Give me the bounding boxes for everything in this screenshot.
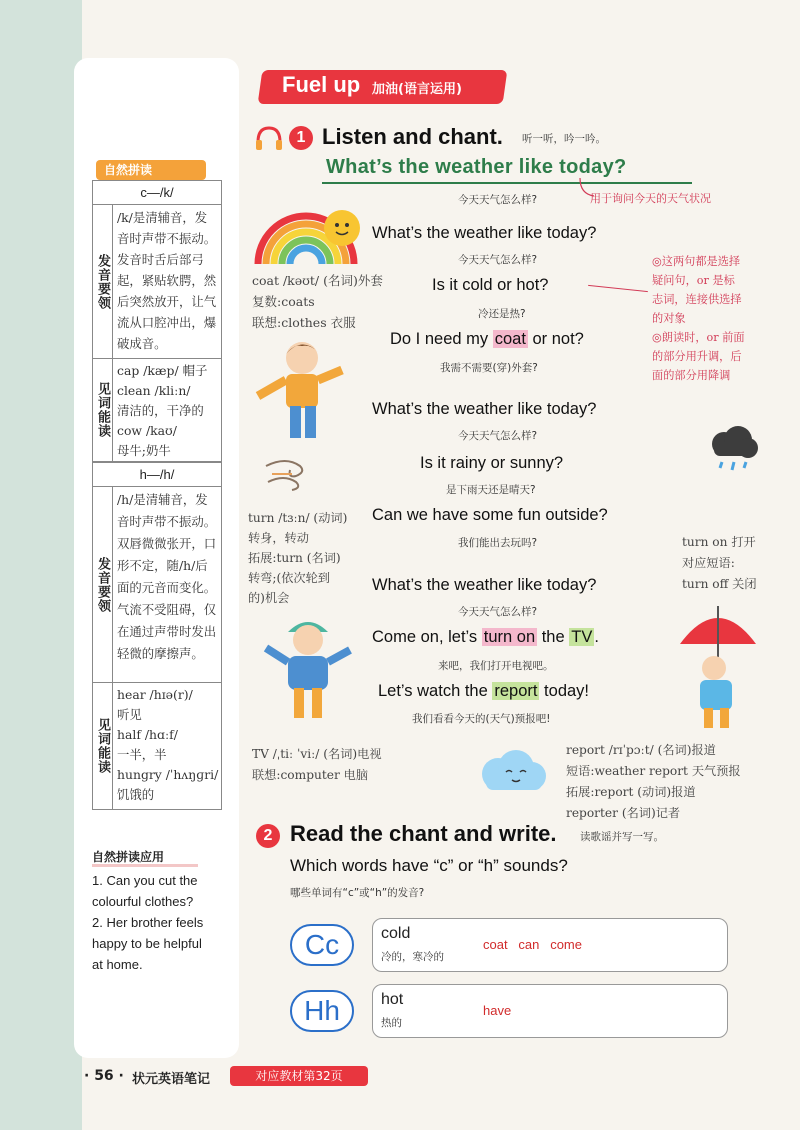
- chant-line-3-pre: Do I need my: [390, 330, 493, 348]
- word-line: half /hɑːf/: [117, 727, 178, 742]
- word-line: clean /kliːn/: [117, 383, 191, 398]
- example-cn-c: 冷的，寒冷的: [381, 951, 444, 963]
- section2-instruction: 读歌谣并写一写。: [580, 831, 664, 843]
- phonics-apply-title: 自然拼读应用: [92, 850, 165, 864]
- h-words-row: [93, 683, 221, 809]
- example-word-c: cold: [381, 925, 411, 942]
- c-rule-row: [93, 205, 221, 359]
- word-line: cap /kæp/ 帽子: [117, 363, 208, 378]
- h-words: [115, 683, 221, 807]
- section2-title: Read the chant and write.: [290, 821, 557, 846]
- note-line: turn /tɜːn/ (动词): [248, 511, 348, 525]
- chant-line-3-post: or not?: [527, 330, 584, 348]
- section2-question-cn: 哪些单词有“c”或“h”的发音?: [290, 887, 425, 899]
- headphones-icon: [254, 124, 284, 152]
- phrase-turn-on: turn on: [483, 628, 536, 646]
- note-line: ◎朗读时，or 前面: [652, 331, 745, 344]
- h-sound-table: [92, 462, 222, 810]
- chant-cn-5: 是下雨天还是晴天?: [446, 484, 536, 496]
- chant-heading: What’s the weather like today?: [326, 156, 627, 178]
- banner-title: Fuel up: [282, 72, 361, 97]
- chant-cn-3: 我需不需要(穿)外套?: [440, 362, 538, 374]
- note-line: 拓展:turn (名词): [248, 551, 341, 565]
- chant-line-2: Is it cold or hot?: [432, 276, 549, 294]
- word-line: cow /kaʊ/: [117, 423, 177, 438]
- note-line: 联想:computer 电脑: [252, 768, 369, 782]
- chant-cn-7: 今天天气怎么样?: [458, 606, 538, 618]
- section1-instruction: 听一听，吟一吟。: [522, 133, 606, 145]
- chant-line-8-mid: the: [537, 628, 570, 646]
- section2-question: Which words have “c” or “h” sounds?: [290, 856, 568, 875]
- c-sound-head: c—/k/: [93, 181, 221, 205]
- chant-line-6: Can we have some fun outside?: [372, 506, 608, 524]
- wind-icon: [262, 452, 310, 498]
- rainbow-sun-illustration: [250, 198, 370, 268]
- h-rule-row: [93, 487, 221, 683]
- note-line: 转弯;(依次轮到: [248, 571, 330, 585]
- c-rule-text: /k/是清辅音，发音时声带不振动。发音时舌后部弓起，紧贴软腭，然后突然放开，让气流从口腔冲出，爆破成音。: [117, 210, 217, 351]
- apply-line: happy to be helpful: [92, 936, 202, 951]
- note-turn-on: [682, 532, 757, 595]
- book-title: 状元英语笔记: [132, 1072, 211, 1087]
- note-coat: [252, 270, 383, 333]
- note-report: [566, 740, 741, 824]
- note-line: ◎这两句都是选择: [652, 255, 741, 268]
- write-box-c: [372, 918, 728, 972]
- word-line: 饥饿的: [117, 787, 155, 802]
- note-line: turn off 关闭: [682, 577, 757, 591]
- note-turn: [248, 508, 347, 608]
- note-tv: [252, 744, 382, 786]
- note-line: 的)机会: [248, 591, 290, 605]
- chant-line-5: Is it rainy or sunny?: [420, 454, 564, 472]
- note-line: 疑问句，or 是标: [652, 274, 735, 287]
- arrow-icon: [576, 176, 596, 202]
- section1-title: Listen and chant.: [322, 124, 503, 149]
- c-sound-table: [92, 180, 222, 462]
- heading-cn: 今天天气怎么样?: [458, 194, 538, 206]
- note-line: 拓展:report (动词)报道: [566, 785, 696, 799]
- note-line: reporter (名词)记者: [566, 806, 681, 820]
- h-sound-head: h—/h/: [93, 463, 221, 487]
- chant-line-1: What’s the weather like today?: [372, 224, 597, 242]
- chant-cn-9: 我们看看今天的(天气)预报吧!: [412, 713, 551, 725]
- h-rule-text: /h/是清辅音，发音时声带不振动。双唇微微张开，口形不定，随/h/后面的元音而变化。气流不受阻碍，仅在通过声带时发出轻微的摩擦声。: [117, 492, 217, 661]
- note-line: 的部分用升调，后: [652, 350, 742, 363]
- letter-hh-badge: Hh: [290, 990, 354, 1032]
- word-tv: TV: [571, 628, 593, 646]
- chant-line-9: [378, 682, 589, 701]
- c-words-label: 见词能读: [93, 359, 113, 461]
- answer-h[interactable]: have: [483, 1003, 512, 1018]
- word-report: report: [494, 682, 538, 700]
- chant-line-9-pre: Let’s watch the: [378, 682, 493, 700]
- c-words: [115, 359, 221, 463]
- note-coat-line: 联想:clothes 衣服: [252, 315, 356, 330]
- chant-cn-2: 冷还是热?: [478, 308, 526, 320]
- chant-line-8: [372, 628, 599, 647]
- example-cn-h: 热的: [381, 1017, 402, 1029]
- rain-cloud-icon: [704, 422, 760, 478]
- word-line: 一半，半: [117, 747, 167, 762]
- phonics-apply-text: [92, 870, 228, 975]
- apply-line: 1. Can you cut the: [92, 873, 198, 888]
- note-coat-line: 复数:coats: [252, 294, 315, 309]
- c-words-row: [93, 359, 221, 461]
- note-line: 短语:weather report 天气预报: [566, 764, 741, 778]
- example-word-h: hot: [381, 991, 404, 1008]
- note-line: 转身，转动: [248, 531, 309, 545]
- girl-in-hat-illustration: [260, 612, 356, 730]
- note-line: 志词，连接供选择: [652, 293, 742, 306]
- page-edge: [0, 0, 82, 1130]
- word-line: 清洁的，干净的: [117, 403, 204, 418]
- c-rule-label: 发音要领: [93, 205, 113, 358]
- chant-line-8-post: .: [594, 628, 599, 646]
- chant-cn-8: 来吧，我们打开电视吧。: [438, 660, 554, 672]
- word-line: 听见: [117, 707, 142, 722]
- chant-cn-1: 今天天气怎么样?: [458, 254, 538, 266]
- h-rule-label: 发音要领: [93, 487, 113, 682]
- note-coat-line: coat /kəʊt/ (名词)外套: [252, 273, 383, 288]
- chant-line-3: [390, 330, 584, 349]
- note-choice-question: [652, 252, 745, 385]
- note-line: turn on 打开: [682, 535, 756, 549]
- note-line: 的对象: [652, 312, 686, 325]
- apply-line: at home.: [92, 957, 143, 972]
- banner-subtitle: 加油(语言运用): [372, 82, 462, 97]
- note-line: TV /ˌtiː ˈviː/ (名词)电视: [252, 747, 382, 761]
- apply-line: 2. Her brother feels: [92, 915, 204, 930]
- chant-line-4: What’s the weather like today?: [372, 400, 597, 418]
- write-box-h: [372, 984, 728, 1038]
- heading-note: 用于询问今天的天气状况: [590, 192, 711, 205]
- note-line: 对应短语:: [682, 556, 735, 570]
- word-coat: coat: [494, 330, 526, 348]
- chant-line-9-post: today!: [539, 682, 590, 700]
- textbook-reference: 对应教材第32页: [230, 1066, 368, 1086]
- word-line: hear /hɪə(r)/: [117, 687, 193, 702]
- page-number: · 56 ·: [84, 1068, 124, 1084]
- boy-in-coat-illustration: [250, 336, 350, 448]
- chant-line-7: What’s the weather like today?: [372, 576, 597, 594]
- section2-number: 2: [256, 824, 280, 848]
- answer-c[interactable]: coat can come: [483, 937, 582, 952]
- word-line: 母牛;奶牛: [117, 443, 171, 458]
- umbrella-kid-illustration: [676, 596, 760, 734]
- chant-cn-4: 今天天气怎么样?: [458, 430, 538, 442]
- note-line: 面的部分用降调: [652, 369, 731, 382]
- h-words-label: 见词能读: [93, 683, 113, 809]
- word-line: hungry /ˈhʌŋɡri/: [117, 767, 219, 782]
- phonics-tag: 自然拼读: [96, 160, 206, 180]
- cloud-face-icon: [474, 748, 552, 794]
- apply-line: colourful clothes?: [92, 894, 194, 909]
- chant-line-8-pre: Come on, let’s: [372, 628, 482, 646]
- section1-number: 1: [289, 126, 313, 150]
- letter-cc-badge: Cc: [290, 924, 354, 966]
- note-line: report /rɪˈpɔːt/ (名词)报道: [566, 743, 716, 757]
- heading-underline: [322, 182, 692, 184]
- chant-cn-6: 我们能出去玩吗?: [458, 537, 538, 549]
